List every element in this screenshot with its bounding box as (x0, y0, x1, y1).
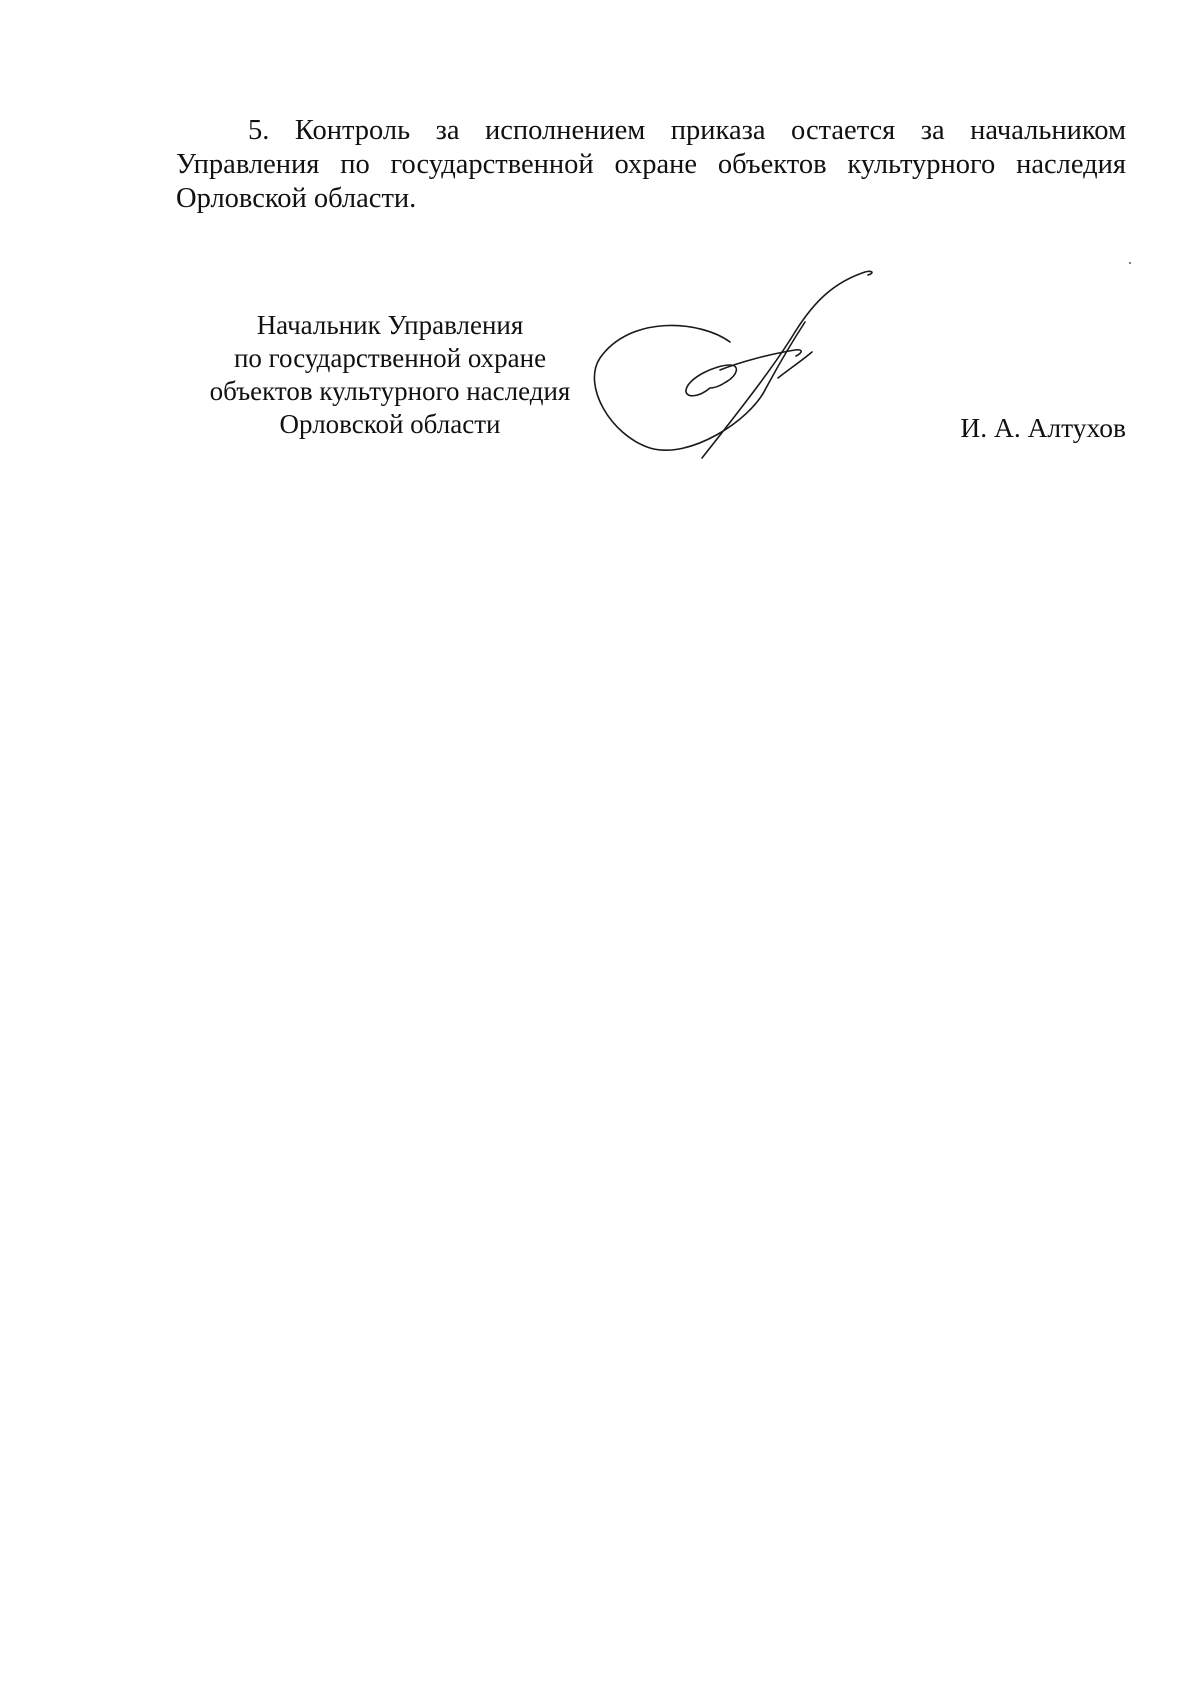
position-line: по государственной охране (233, 343, 547, 373)
paragraph-line: 5. Контроль за исполнением приказа остается за начальником (248, 115, 1126, 146)
signature-inner-oval (686, 365, 736, 396)
signature-cross-stroke (720, 350, 801, 370)
control-clause-paragraph (176, 114, 1126, 216)
position-line: Начальник Управления (256, 310, 524, 340)
position-line: Орловской области (279, 409, 501, 439)
position-line: объектов культурного наследия (209, 376, 571, 406)
signature-tail-stroke (778, 352, 812, 378)
handwritten-signature (590, 270, 880, 460)
signatory-position (180, 309, 600, 441)
signer-name: И. А. Алтухов (960, 412, 1126, 443)
paragraph-line: Орловской области. (176, 183, 417, 214)
scan-speck (1129, 262, 1131, 264)
signature-loop-stroke (594, 322, 805, 450)
paragraph-line: Управления по государственной охране объектов культурного наследия (176, 149, 1126, 180)
